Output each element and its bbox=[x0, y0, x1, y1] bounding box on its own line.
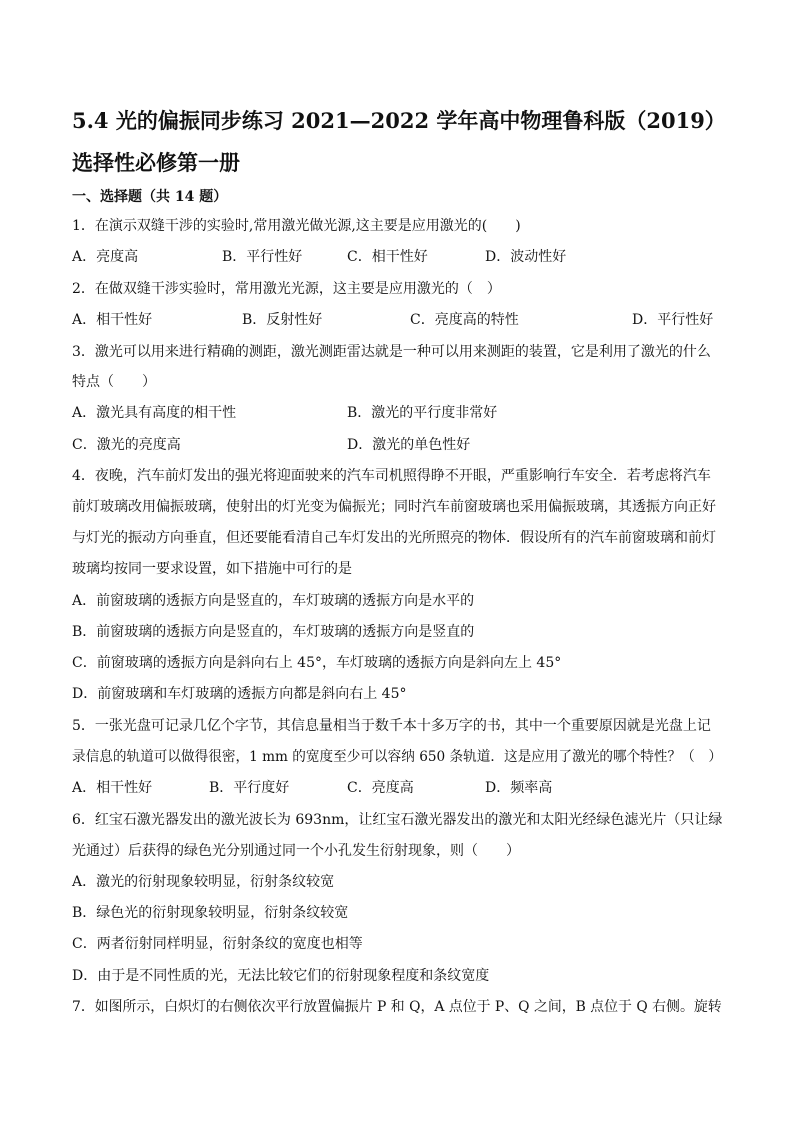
q1-option-d: D．波动性好 bbox=[485, 249, 567, 265]
q6-stem-line1: 6．红宝石激光器发出的激光波长为 693nm，让红宝石激光器发出的激光和太阳光经绿色滤光片（只让绿 bbox=[72, 812, 723, 828]
q3-option-d: D．激光的单色性好 bbox=[347, 437, 471, 453]
q2-option-b: B．反射性好 bbox=[242, 312, 323, 328]
q4-option-a: A．前窗玻璃的透振方向是竖直的，车灯玻璃的透振方向是水平的 bbox=[72, 593, 475, 609]
q1-stem: 1．在演示双缝干涉的实验时,常用激光做光源,这主要是应用激光的( ) bbox=[72, 218, 521, 234]
q5-option-c: C．亮度高 bbox=[347, 780, 414, 796]
section-heading: 一、选择题（共 14 题） bbox=[72, 189, 228, 205]
q7-stem-line1: 7．如图所示，白炽灯的右侧依次平行放置偏振片 P 和 Q，A 点位于 P、Q 之间，B 点位于 Q 右侧。旋转 bbox=[72, 999, 722, 1015]
q4-option-d: D．前窗玻璃和车灯玻璃的透振方向都是斜向右上 45° bbox=[72, 686, 407, 702]
q6-option-b: B．绿色光的衍射现象较明显，衍射条纹较宽 bbox=[72, 905, 349, 921]
q4-stem-line2: 前灯玻璃改用偏振玻璃，使射出的灯光变为偏振光；同时汽车前窗玻璃也采用偏振玻璃，其透振方向正好 bbox=[72, 499, 716, 515]
q5-stem-line1: 5．一张光盘可记录几亿个字节，其信息量相当于数千本十多万字的书，其中一个重要原因就是光盘上记 bbox=[72, 718, 711, 734]
q3-option-b: B．激光的平行度非常好 bbox=[347, 405, 498, 421]
q3-option-c: C．激光的亮度高 bbox=[72, 437, 181, 453]
q5-option-d: D．频率高 bbox=[485, 780, 553, 796]
q1-option-c: C．相干性好 bbox=[347, 249, 428, 265]
document-title: 5.4 光的偏振同步练习 2021—2022 学年高中物理鲁科版（2019）选择性必修第一册 bbox=[72, 108, 726, 175]
q5-option-b: B．平行度好 bbox=[209, 780, 290, 796]
q6-stem-line2: 光通过）后获得的绿色光分别通过同一个小孔发生衍射现象，则（ ） bbox=[72, 843, 520, 859]
q2-stem: 2．在做双缝干涉实验时，常用激光光源，这主要是应用激光的（ ） bbox=[72, 281, 501, 297]
q2-option-a: A．相干性好 bbox=[72, 312, 153, 328]
q4-stem-line1: 4．夜晚，汽车前灯发出的强光将迎面驶来的汽车司机照得睁不开眼，严重影响行车安全．若考虑将汽车 bbox=[72, 468, 711, 484]
q6-option-c: C．两者衍射同样明显，衍射条纹的宽度也相等 bbox=[72, 936, 363, 952]
q6-option-a: A．激光的衍射现象较明显，衍射条纹较宽 bbox=[72, 874, 335, 890]
q4-option-b: B．前窗玻璃的透振方向是竖直的，车灯玻璃的透振方向是竖直的 bbox=[72, 624, 475, 640]
q1-option-b: B．平行性好 bbox=[222, 249, 303, 265]
q3-stem-line2: 特点（ ） bbox=[72, 374, 156, 390]
q5-option-a: A．相干性好 bbox=[72, 780, 153, 796]
q2-option-c: C．亮度高的特性 bbox=[410, 312, 519, 328]
q4-option-c: C．前窗玻璃的透振方向是斜向右上 45°，车灯玻璃的透振方向是斜向左上 45° bbox=[72, 655, 562, 671]
q2-option-d: D．平行性好 bbox=[632, 312, 714, 328]
q3-option-a: A．激光具有高度的相干性 bbox=[72, 405, 237, 421]
q5-stem-line2: 录信息的轨道可以做得很密，1 mm 的宽度至少可以容纳 650 条轨道．这是应用了激光的哪个特性？（ ） bbox=[72, 749, 722, 765]
q4-stem-line3: 与灯光的振动方向垂直，但还要能看清自己车灯发出的光所照亮的物体．假设所有的汽车前窗玻璃和前灯 bbox=[72, 530, 716, 546]
q4-stem-line4: 玻璃均按同一要求设置，如下措施中可行的是 bbox=[72, 561, 352, 577]
q3-stem-line1: 3．激光可以用来进行精确的测距，激光测距雷达就是一种可以用来测距的装置，它是利用了激光的什么 bbox=[72, 344, 711, 360]
q6-option-d: D．由于是不同性质的光，无法比较它们的衍射现象程度和条纹宽度 bbox=[72, 968, 490, 984]
q1-option-a: A．亮度高 bbox=[72, 249, 139, 265]
